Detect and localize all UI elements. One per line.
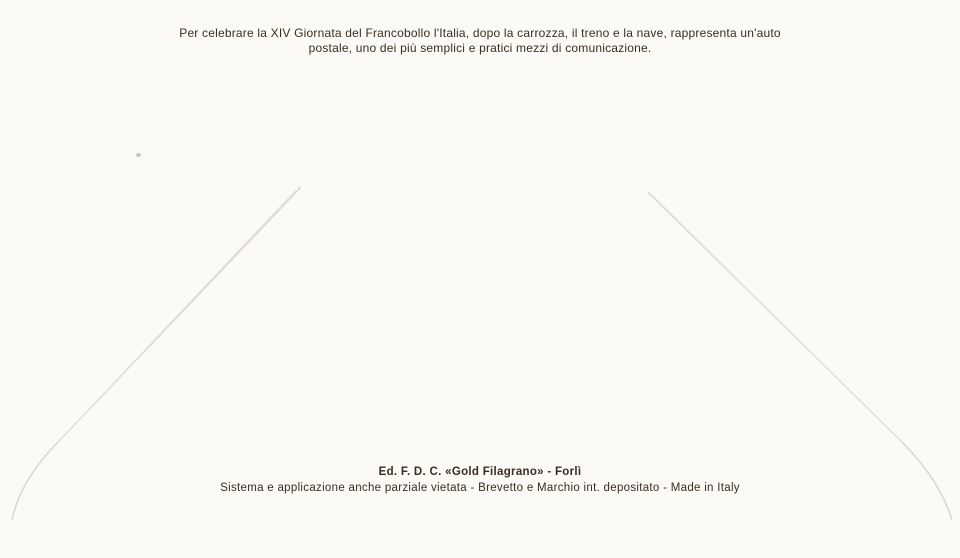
- rights-line: Sistema e applicazione anche parziale vietata - Brevetto e Marchio int. depositato - Made in Italy: [220, 482, 740, 494]
- paper-speck: [136, 153, 141, 157]
- publisher-line: Ed. F. D. C. «Gold Filagrano» - Forlì: [378, 466, 582, 478]
- right-flap-fold-shadow: [651, 194, 902, 442]
- left-flap-fold-shadow: [58, 190, 296, 442]
- caption-line-1: Per celebrare la XIV Giornata del Francobollo l'Italia, dopo la carrozza, il treno e la nave, rappresenta un'auto: [179, 26, 781, 40]
- caption-line-2: postale, uno dei più semplici e pratici mezzi di comunicazione.: [308, 41, 652, 55]
- imprint: [60, 464, 900, 496]
- caption-text: [60, 26, 900, 56]
